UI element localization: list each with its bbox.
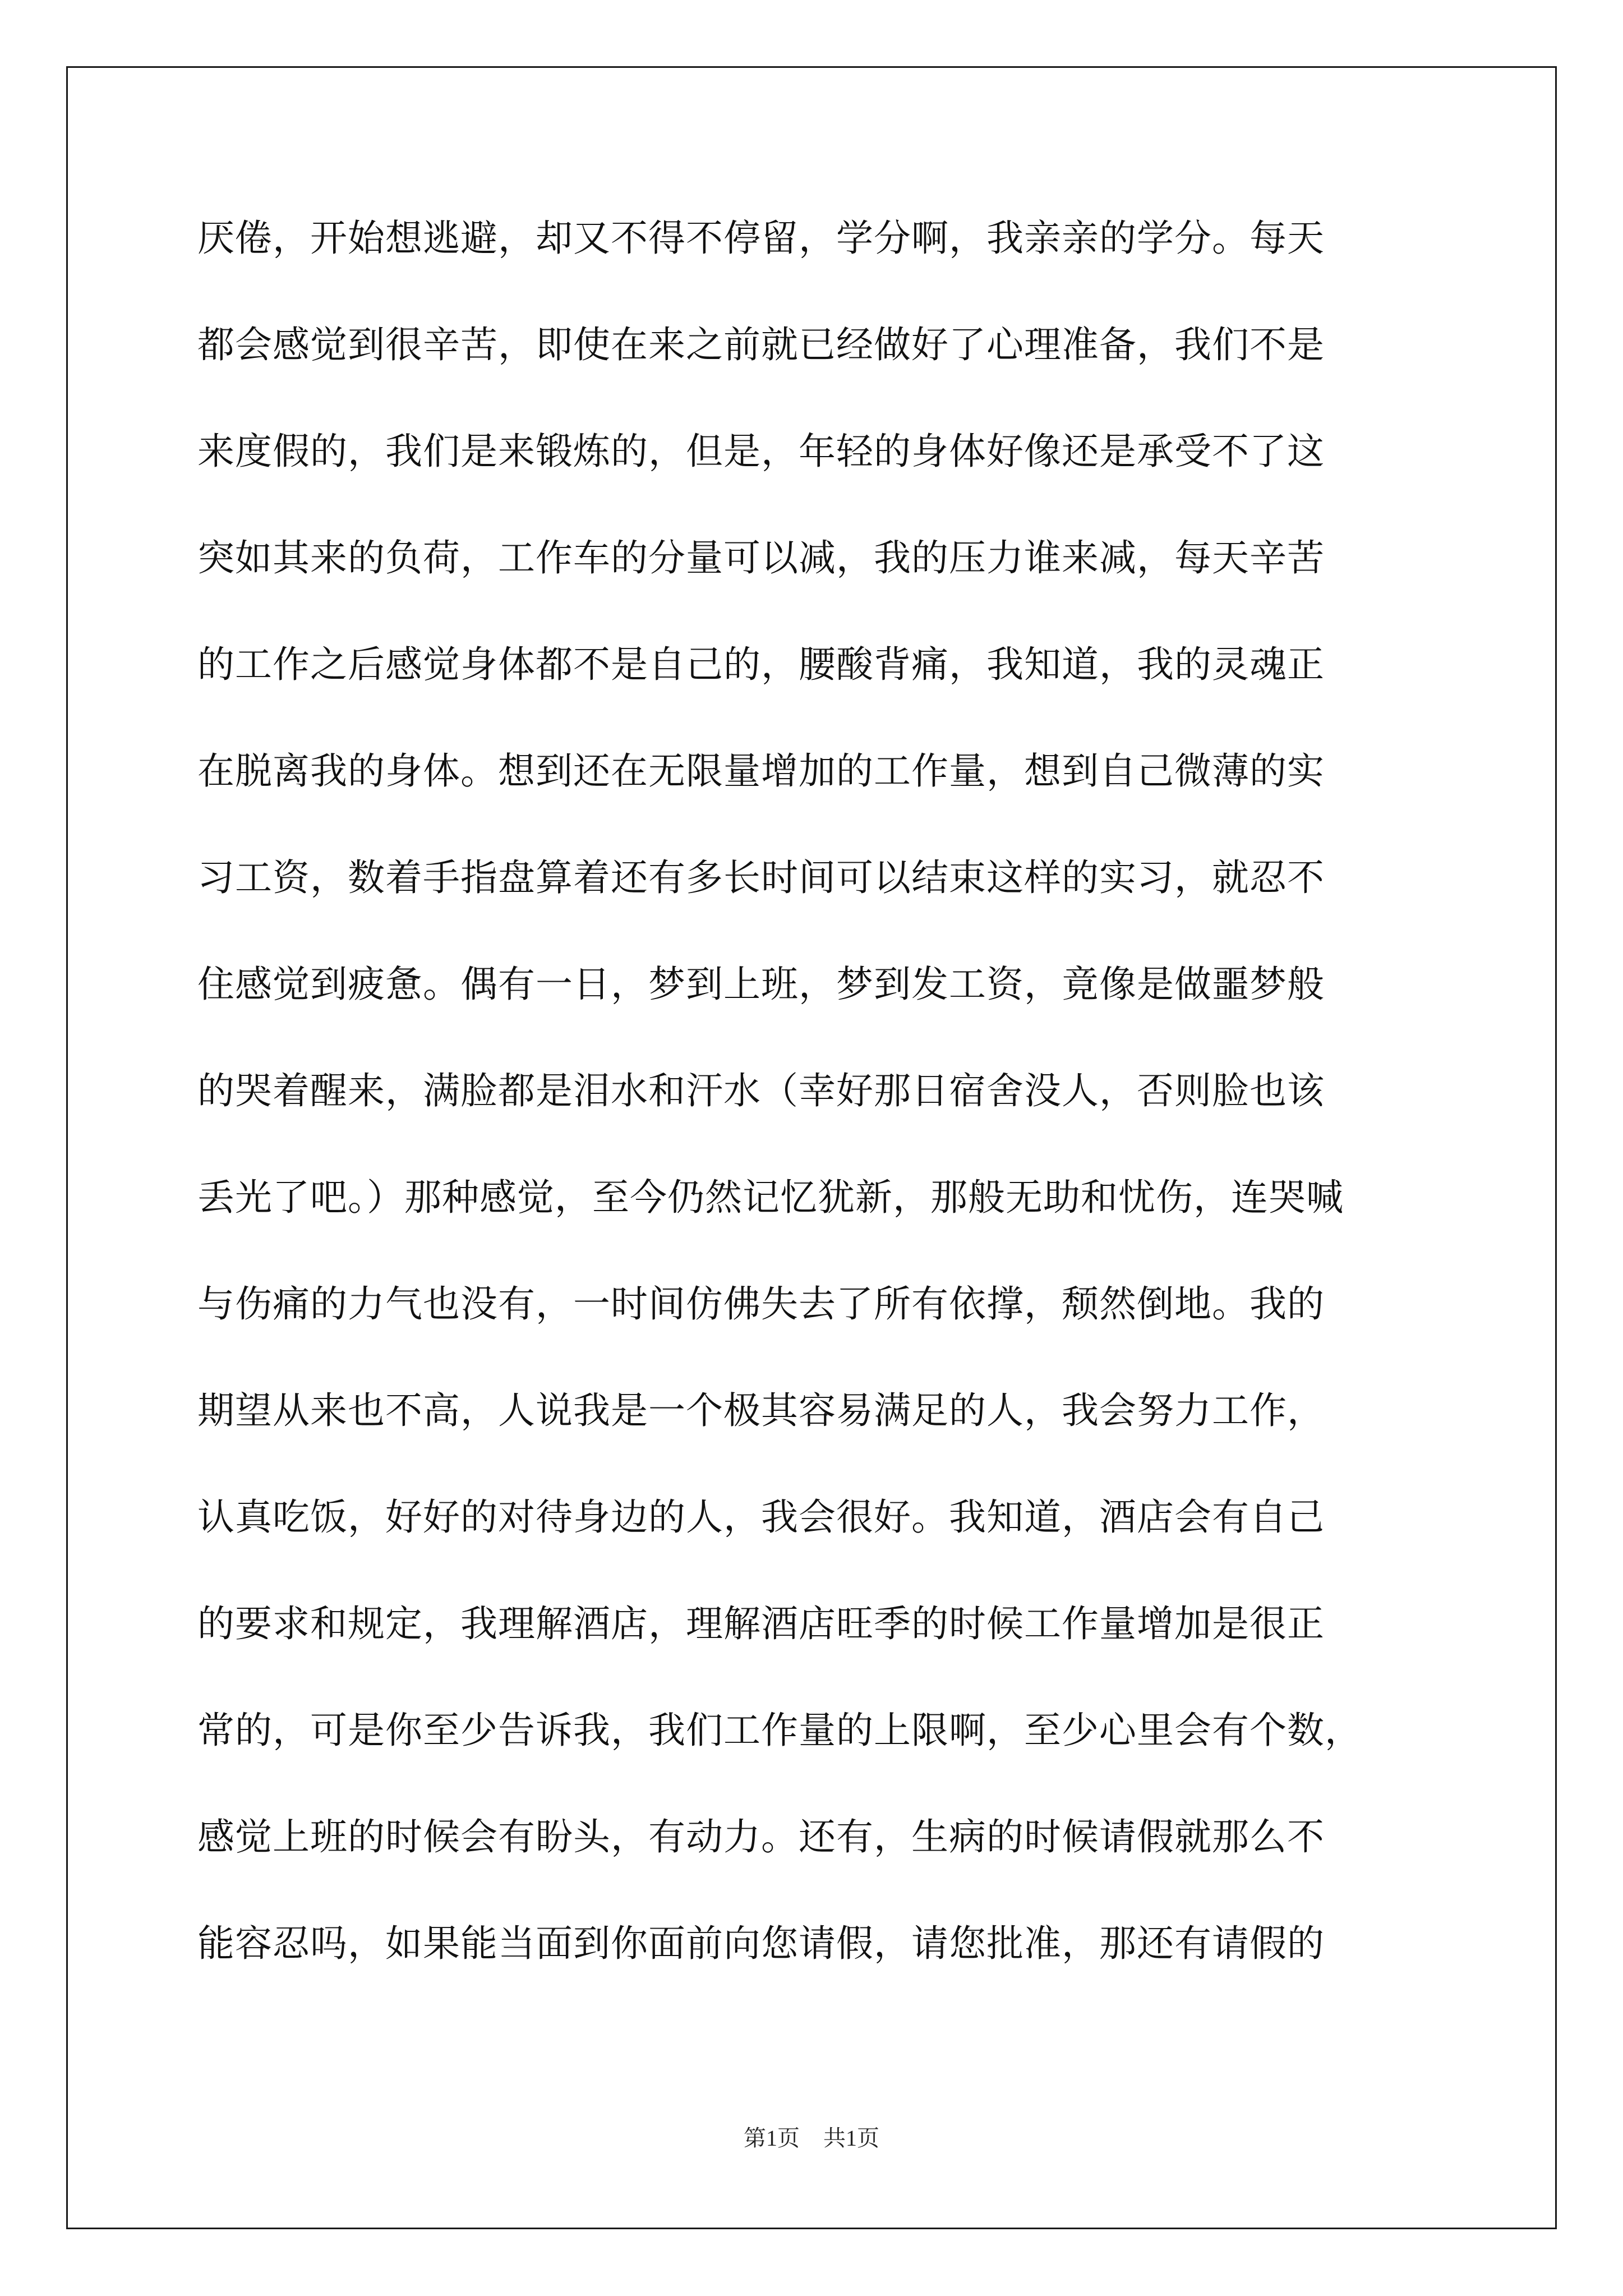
page-footer [0, 2120, 1623, 2152]
text-line: 厌倦，开始想逃避，却又不得不停留，学分啊，我亲亲的学分。每天 [197, 217, 1325, 260]
text-line: 的要求和规定，我理解酒店，理解酒店旺季的时候工作量增加是很正 [197, 1602, 1325, 1645]
page-total: 共1页 [823, 2125, 879, 2151]
text-line: 期望从来也不高，人说我是一个极其容易满足的人，我会努力工作， [197, 1389, 1325, 1432]
text-line: 突如其来的负荷，工作车的分量可以减，我的压力谁来减，每天辛苦 [197, 536, 1325, 579]
text-line: 在脱离我的身体。想到还在无限量增加的工作量，想到自己微薄的实 [197, 749, 1325, 793]
text-line: 都会感觉到很辛苦，即使在来之前就已经做好了心理准备，我们不是 [197, 323, 1325, 366]
text-line: 来度假的，我们是来锻炼的，但是，年轻的身体好像还是承受不了这 [197, 430, 1325, 473]
document-body [197, 202, 1431, 2014]
text-line: 丢光了吧。）那种感觉，至今仍然记忆犹新，那般无助和忧伤，连哭喊 [197, 1176, 1344, 1219]
text-line: 认真吃饭，好好的对待身边的人，我会很好。我知道，酒店会有自己 [197, 1496, 1325, 1539]
page-number: 第1页 [744, 2125, 800, 2151]
text-line: 的哭着醒来，满脸都是泪水和汗水（幸好那日宿舍没人，否则脸也该 [197, 1069, 1325, 1112]
text-line: 的工作之后感觉身体都不是自己的，腰酸背痛，我知道，我的灵魂正 [197, 643, 1325, 686]
text-line: 常的，可是你至少告诉我，我们工作量的上限啊，至少心里会有个数， [197, 1709, 1362, 1752]
text-line: 习工资，数着手指盘算着还有多长时间可以结束这样的实习，就忍不 [197, 856, 1325, 899]
text-line: 与伤痛的力气也没有，一时间仿佛失去了所有依撑，颓然倒地。我的 [197, 1282, 1325, 1326]
text-line: 感觉上班的时候会有盼头，有动力。还有，生病的时候请假就那么不 [197, 1815, 1325, 1858]
text-line: 能容忍吗，如果能当面到你面前向您请假，请您批准，那还有请假的 [197, 1922, 1325, 1965]
text-line: 住感觉到疲惫。偶有一日，梦到上班，梦到发工资，竟像是做噩梦般 [197, 963, 1325, 1006]
